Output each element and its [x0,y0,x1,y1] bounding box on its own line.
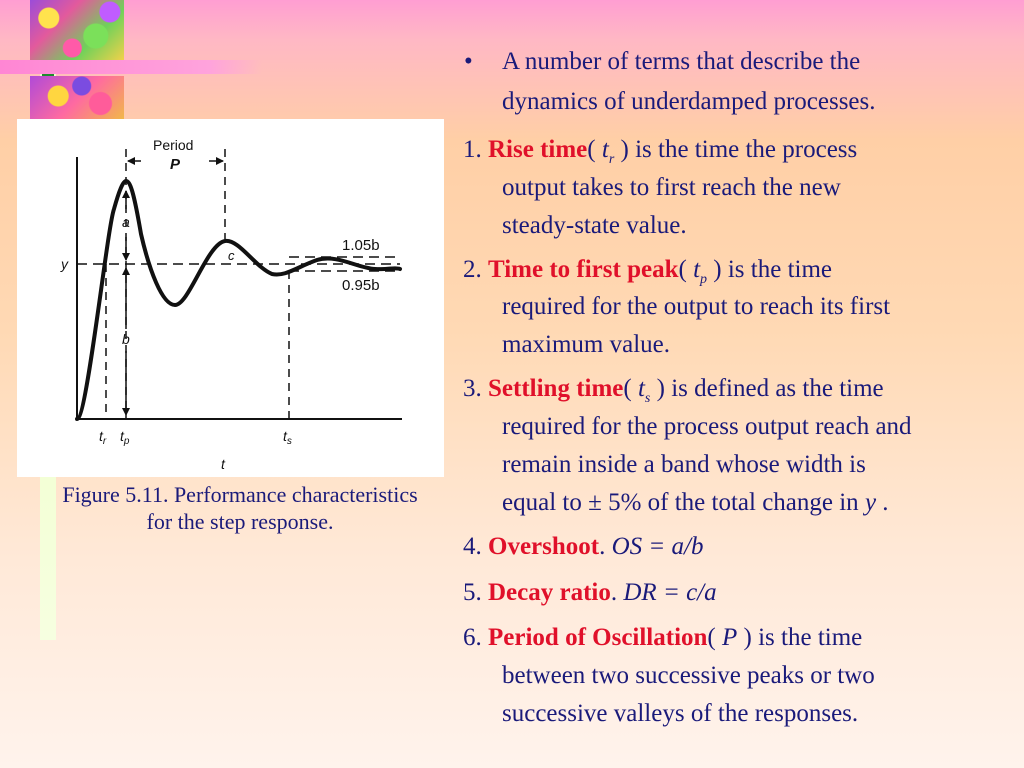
period-symbol-label: P [170,156,181,173]
term-continuation-line: output takes to first reach the new [502,174,841,201]
bullet-marker: • [464,48,473,75]
overshoot-formula: OS = a/b [611,533,704,560]
term-first-line: 3. Settling time( $t_s$ ) is defined as the time [463,375,884,406]
decay-ratio-formula: DR = c/a [623,579,717,606]
term-name: Rise time [488,136,588,163]
term-number: 2. [463,256,482,283]
ts-label: $t_s$ [283,428,292,447]
term-symbol: $t_r$ [601,136,615,167]
term-continuation-line: between two successive peaks or two [502,662,875,689]
term-continuation-line: required for the output to reach its first [502,293,891,320]
term-description: ) is the time [713,256,833,283]
term-first-line: 1. Rise time( $t_r$ ) is the time the process [463,136,858,167]
term-item-decay-ratio: 5. Decay ratio. DR = c/a [463,579,717,606]
step-response-figure [17,119,444,477]
term-continuation-line: steady-state value. [502,212,687,239]
period-label: Period [153,137,194,153]
term-number: 6. [463,624,482,651]
bullet-text-line: dynamics of underdamped processes. [502,88,876,115]
term-number: 5. [463,579,482,606]
term-name: Settling time [488,375,624,402]
lower-band-label: 0.95b [342,277,380,294]
term-name: Period of Oscillation [488,624,708,651]
term-first-line: 2. Time to first peak( $t_p$ ) is the time [463,256,833,287]
term-continuation-line: maximum value. [502,331,671,358]
decorative-horizontal-bar [0,60,262,74]
term-symbol: $t_p$ [693,256,708,287]
term-continuation-line: remain inside a band whose width is [502,451,866,478]
step-response-diagram [17,119,444,477]
decorative-tile [30,0,124,60]
term-continuation-line: successive valleys of the responses. [502,700,859,727]
y-label: y [61,256,68,272]
term-symbol: P [722,624,738,651]
c-label: c [228,248,235,263]
term-continuation-line: required for the process output reach and [502,413,912,440]
term-number: 4. [463,533,482,560]
term-name: Overshoot [488,533,600,560]
term-number: 1. [463,136,482,163]
upper-band-label: 1.05b [342,237,380,254]
term-item-overshoot: 4. Overshoot. OS = a/b [463,533,704,560]
b-label: b [122,331,130,347]
bullet-text-line: A number of terms that describe the [502,48,861,75]
x-axis-label: t [221,456,225,472]
term-description: ) is defined as the time [656,375,884,402]
term-name: Decay ratio [488,579,611,606]
a-label: a [122,214,130,230]
term-text: . [882,489,889,516]
tp-label: $t_p$ [120,428,130,447]
band-value: ± 5% [588,489,642,516]
figure-caption-line: for the step response. [146,509,334,534]
term-continuation-line [502,488,889,518]
term-number: 3. [463,375,482,402]
term-description: ) is the time the process [620,136,858,163]
term-text: equal to [502,489,582,516]
term-name: Time to first peak [488,256,679,283]
figure-caption-line: Figure 5.11. Performance characteristics [62,482,418,507]
figure-caption [8,481,472,535]
tr-label: $t_r$ [99,428,107,447]
output-symbol: y [864,489,877,516]
term-text: of the total change in [647,489,859,516]
term-description: ) is the time [743,624,863,651]
term-symbol: $t_s$ [637,375,651,406]
term-first-line: 6. Period of Oscillation( P ) is the time [463,624,863,651]
